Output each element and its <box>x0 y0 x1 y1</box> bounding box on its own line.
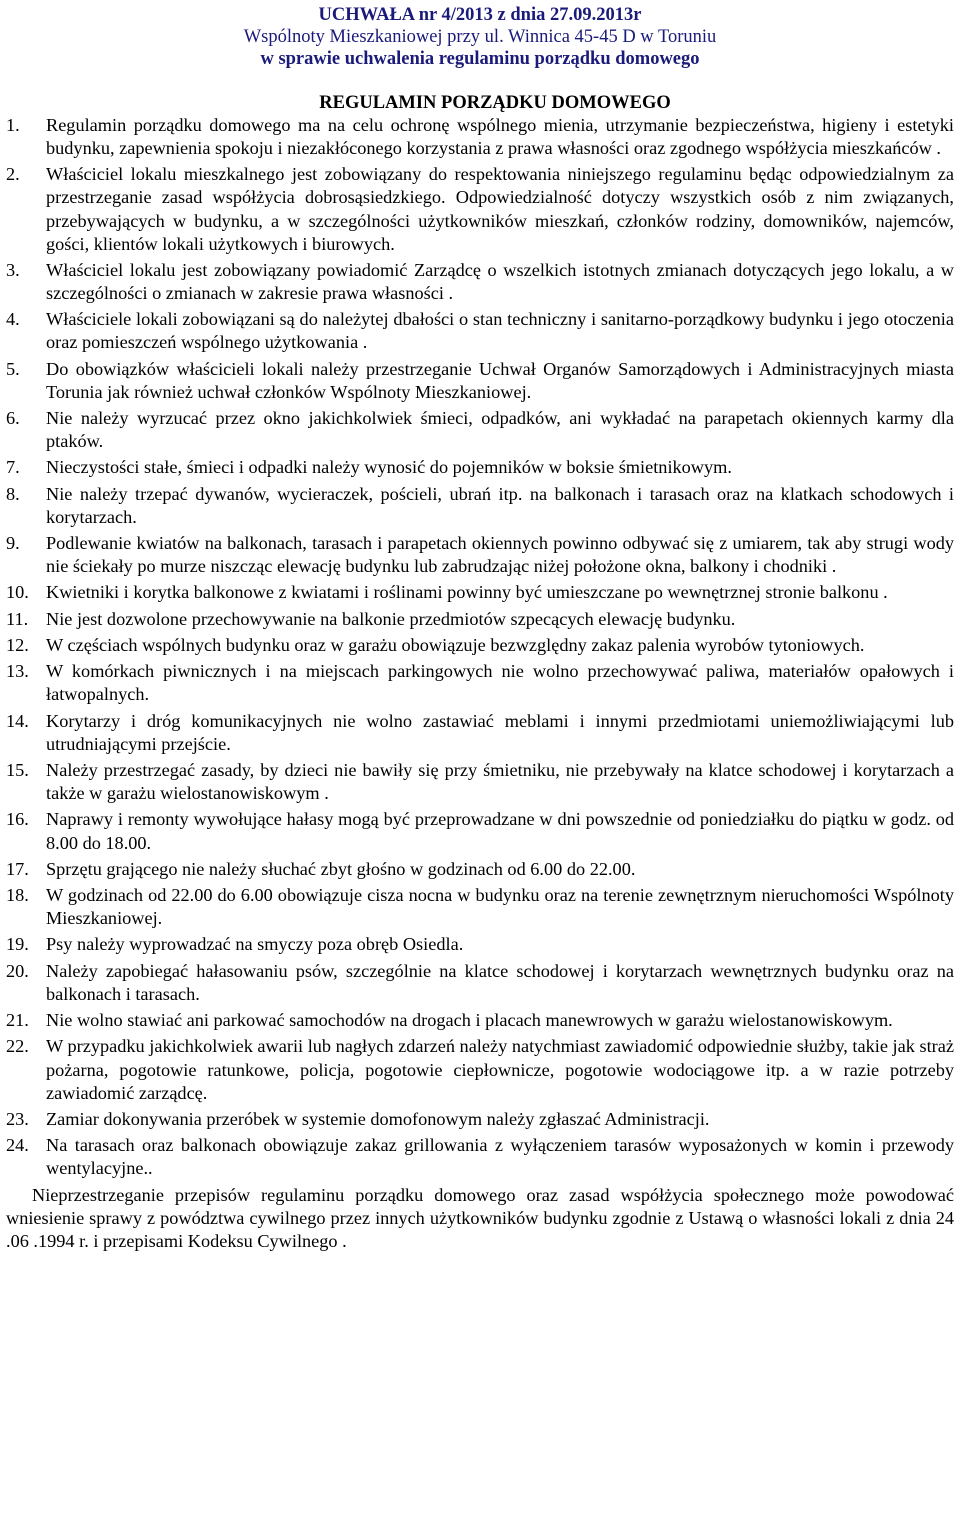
rule-item <box>6 1108 954 1131</box>
rule-text: Właściciel lokalu jest zobowiązany powiadomić Zarządcę o wszelkich istotnych zmianach dotyczących jego lokalu, a w szczególności o zmianach w zakresie prawa własności . <box>46 259 954 304</box>
rule-item <box>6 407 954 453</box>
rule-number: 18. <box>6 885 29 906</box>
resolution-subject: w sprawie uchwalenia regulaminu porządku domowego <box>260 49 700 69</box>
rule-text: Nie należy trzepać dywanów, wycieraczek, pościeli, ubrań itp. na balkonach i tarasach oraz na klatkach schodowych i korytarzach. <box>46 483 954 527</box>
rule-item <box>6 1009 954 1032</box>
rule-item <box>6 259 954 305</box>
community-name: Wspólnoty Mieszkaniowej przy ul. Winnica 45-45 D w Toruniu <box>243 27 717 47</box>
rule-item <box>6 858 954 881</box>
rule-item <box>6 933 954 956</box>
rule-number: 9. <box>6 533 20 554</box>
rule-number: 5. <box>6 358 20 379</box>
rule-text: Właściciele lokali zobowiązani są do należytej dbałości o stan techniczny i sanitarno-porządkowy budynku i jego otoczenia oraz pomieszczeń wspólnego użytkowania . <box>46 309 954 353</box>
rule-number: 3. <box>6 259 20 280</box>
rules-list <box>6 114 954 1180</box>
rule-item <box>6 1134 954 1180</box>
rule-text: W częściach wspólnych budynku oraz w garażu obowiązuje bezwzględny zakaz palenia wyrobów tytoniowych. <box>46 635 865 656</box>
rule-item <box>6 358 954 404</box>
rule-text: Nie należy wyrzucać przez okno jakichkolwiek śmieci, odpadków, ani wykładać na parapetach okiennych karmy dla ptaków. <box>46 408 954 452</box>
rule-number: 22. <box>6 1036 29 1057</box>
rule-item <box>6 456 954 479</box>
regulamin-title: REGULAMIN PORZĄDKU DOMOWEGO <box>319 93 671 113</box>
rule-number: 6. <box>6 408 20 429</box>
rule-number: 15. <box>6 760 29 781</box>
rule-text: Na tarasach oraz balkonach obowiązuje zakaz grillowania z wyłączeniem tarasów wyposażonych w komin i przewody wentylacyjne.. <box>46 1135 954 1179</box>
rule-text: W przypadku jakichkolwiek awarii lub nagłych zdarzeń należy natychmiast zawiadomić odpowiednie służby, takie jak straż pożarna, pogotowie ratunkowe, policja, pogotowie ciepłownicze, pogotowie wodociągowe itp. a w razie potrzeby zawiadomić zarządcę. <box>46 1036 954 1103</box>
rule-number: 20. <box>6 960 29 981</box>
rule-text: Należy zapobiegać hałasowaniu psów, szczególnie na klatce schodowej i korytarzach wewnętrznych budynku oraz na balkonach i tarasach. <box>46 960 954 1004</box>
rule-text: Psy należy wyprowadzać na smyczy poza obręb Osiedla. <box>46 934 464 955</box>
rule-item <box>6 483 954 529</box>
rule-text: Nieczystości stałe, śmieci i odpadki należy wynosić do pojemników w boksie śmietnikowym. <box>46 457 732 478</box>
rule-text: Korytarzy i dróg komunikacyjnych nie wolno zastawiać meblami i innymi przedmiotami uniemożliwiającymi lub utrudniającymi przejście. <box>46 710 954 754</box>
rule-item <box>6 163 954 255</box>
rule-text: W godzinach od 22.00 do 6.00 obowiązuje cisza nocna w budynku oraz na terenie zewnętrznym nieruchomości Wspólnoty Mieszkaniowej. <box>46 885 954 929</box>
rule-item <box>6 114 954 160</box>
rule-text: Nie jest dozwolone przechowywanie na balkonie przedmiotów szpecących elewację budynku. <box>46 608 736 629</box>
rule-number: 12. <box>6 635 29 656</box>
resolution-title: UCHWAŁA nr 4/2013 z dnia 27.09.2013r <box>318 5 642 25</box>
rule-text: Kwietniki i korytka balkonowe z kwiatami i roślinami powinny być umieszczane po wewnętrznej stronie balkonu . <box>46 582 888 603</box>
closing-paragraph: Nieprzestrzeganie przepisów regulaminu porządku domowego oraz zasad współżycia społecznego może powodować wniesienie sprawy z powództwa cywilnego przez innych użytkowników budynku zgodnie z Ustawą o własności lokali z dnia 24 .06 .1994 r. i przepisami Kodeksu Cywilnego . <box>6 1184 954 1251</box>
rule-number: 14. <box>6 710 29 731</box>
rule-number: 13. <box>6 661 29 682</box>
rule-number: 7. <box>6 457 20 478</box>
rule-number: 11. <box>6 608 29 629</box>
rule-number: 23. <box>6 1108 29 1129</box>
rule-text: Regulamin porządku domowego ma na celu ochronę wspólnego mienia, utrzymanie bezpieczeństwa, higieny i estetyki budynku, zapewnienia spokoju i niezakłóconego korzystania z prawa własności oraz zgodnego współżycia mieszkańców . <box>46 115 954 159</box>
rule-item <box>6 808 954 854</box>
rule-item <box>6 308 954 354</box>
rule-number: 1. <box>6 115 20 135</box>
rule-number: 2. <box>6 164 20 185</box>
rule-text: Sprzętu grającego nie należy słuchać zbyt głośno w godzinach od 6.00 do 22.00. <box>46 858 636 879</box>
rule-text: Podlewanie kwiatów na balkonach, tarasach i parapetach okiennych powinno odbywać się z umiarem, tak aby strugi wody nie ściekały po murze niszcząc elewację budynku lub zabrudzając niżej położone okna, balkony i chodniki . <box>46 533 954 577</box>
rule-item <box>6 710 954 756</box>
rule-item <box>6 759 954 805</box>
rule-item <box>6 660 954 706</box>
rule-item <box>6 1035 954 1104</box>
rule-text: Należy przestrzegać zasady, by dzieci nie bawiły się przy śmietniku, nie przebywały na klatce schodowej i korytarzach a także w garażu wielostanowiskowym . <box>46 760 954 804</box>
rule-item <box>6 884 954 930</box>
rule-number: 16. <box>6 809 29 830</box>
rule-item <box>6 960 954 1006</box>
rule-number: 4. <box>6 309 20 330</box>
rule-text: Właściciel lokalu mieszkalnego jest zobowiązany do respektowania niniejszego regulaminu będąc odpowiedzialnym za przestrzeganie zasad współżycia dobrosąsiedzkiego. Odpowiedzialność dotyczy wszystkich osób z nim związanych, przebywających w budynku, a w szczególności użytkowników mieszkań, członków rodziny, domowników, najemców, gości, klientów lokali użytkowych i biurowych. <box>46 164 954 254</box>
rule-text: Naprawy i remonty wywołujące hałasy mogą być przeprowadzane w dni powszednie od poniedziałku do piątku w godz. od 8.00 do 18.00. <box>46 809 954 853</box>
rule-text: W komórkach piwnicznych i na miejscach parkingowych nie wolno przechowywać paliwa, materiałów opałowych i łatwopalnych. <box>46 661 954 705</box>
rule-text: Zamiar dokonywania przeróbek w systemie domofonowym należy zgłaszać Administracji. <box>46 1108 710 1129</box>
rule-text: Do obowiązków właścicieli lokali należy przestrzeganie Uchwał Organów Samorządowych i Administracyjnych miasta Torunia jak również uchwał członków Wspólnoty Mieszkaniowej. <box>46 358 954 402</box>
rule-text: Nie wolno stawiać ani parkować samochodów na drogach i placach manewrowych w garażu wielostanowiskowym. <box>46 1010 893 1031</box>
rule-number: 19. <box>6 934 29 955</box>
rule-number: 10. <box>6 582 29 603</box>
rule-item <box>6 532 954 578</box>
rule-item <box>6 608 954 631</box>
rule-number: 8. <box>6 483 20 504</box>
rule-number: 21. <box>6 1010 29 1031</box>
resolution-header <box>6 0 954 70</box>
rule-number: 17. <box>6 858 29 879</box>
rule-item <box>6 581 954 604</box>
rule-number: 24. <box>6 1135 29 1156</box>
rule-item <box>6 634 954 657</box>
